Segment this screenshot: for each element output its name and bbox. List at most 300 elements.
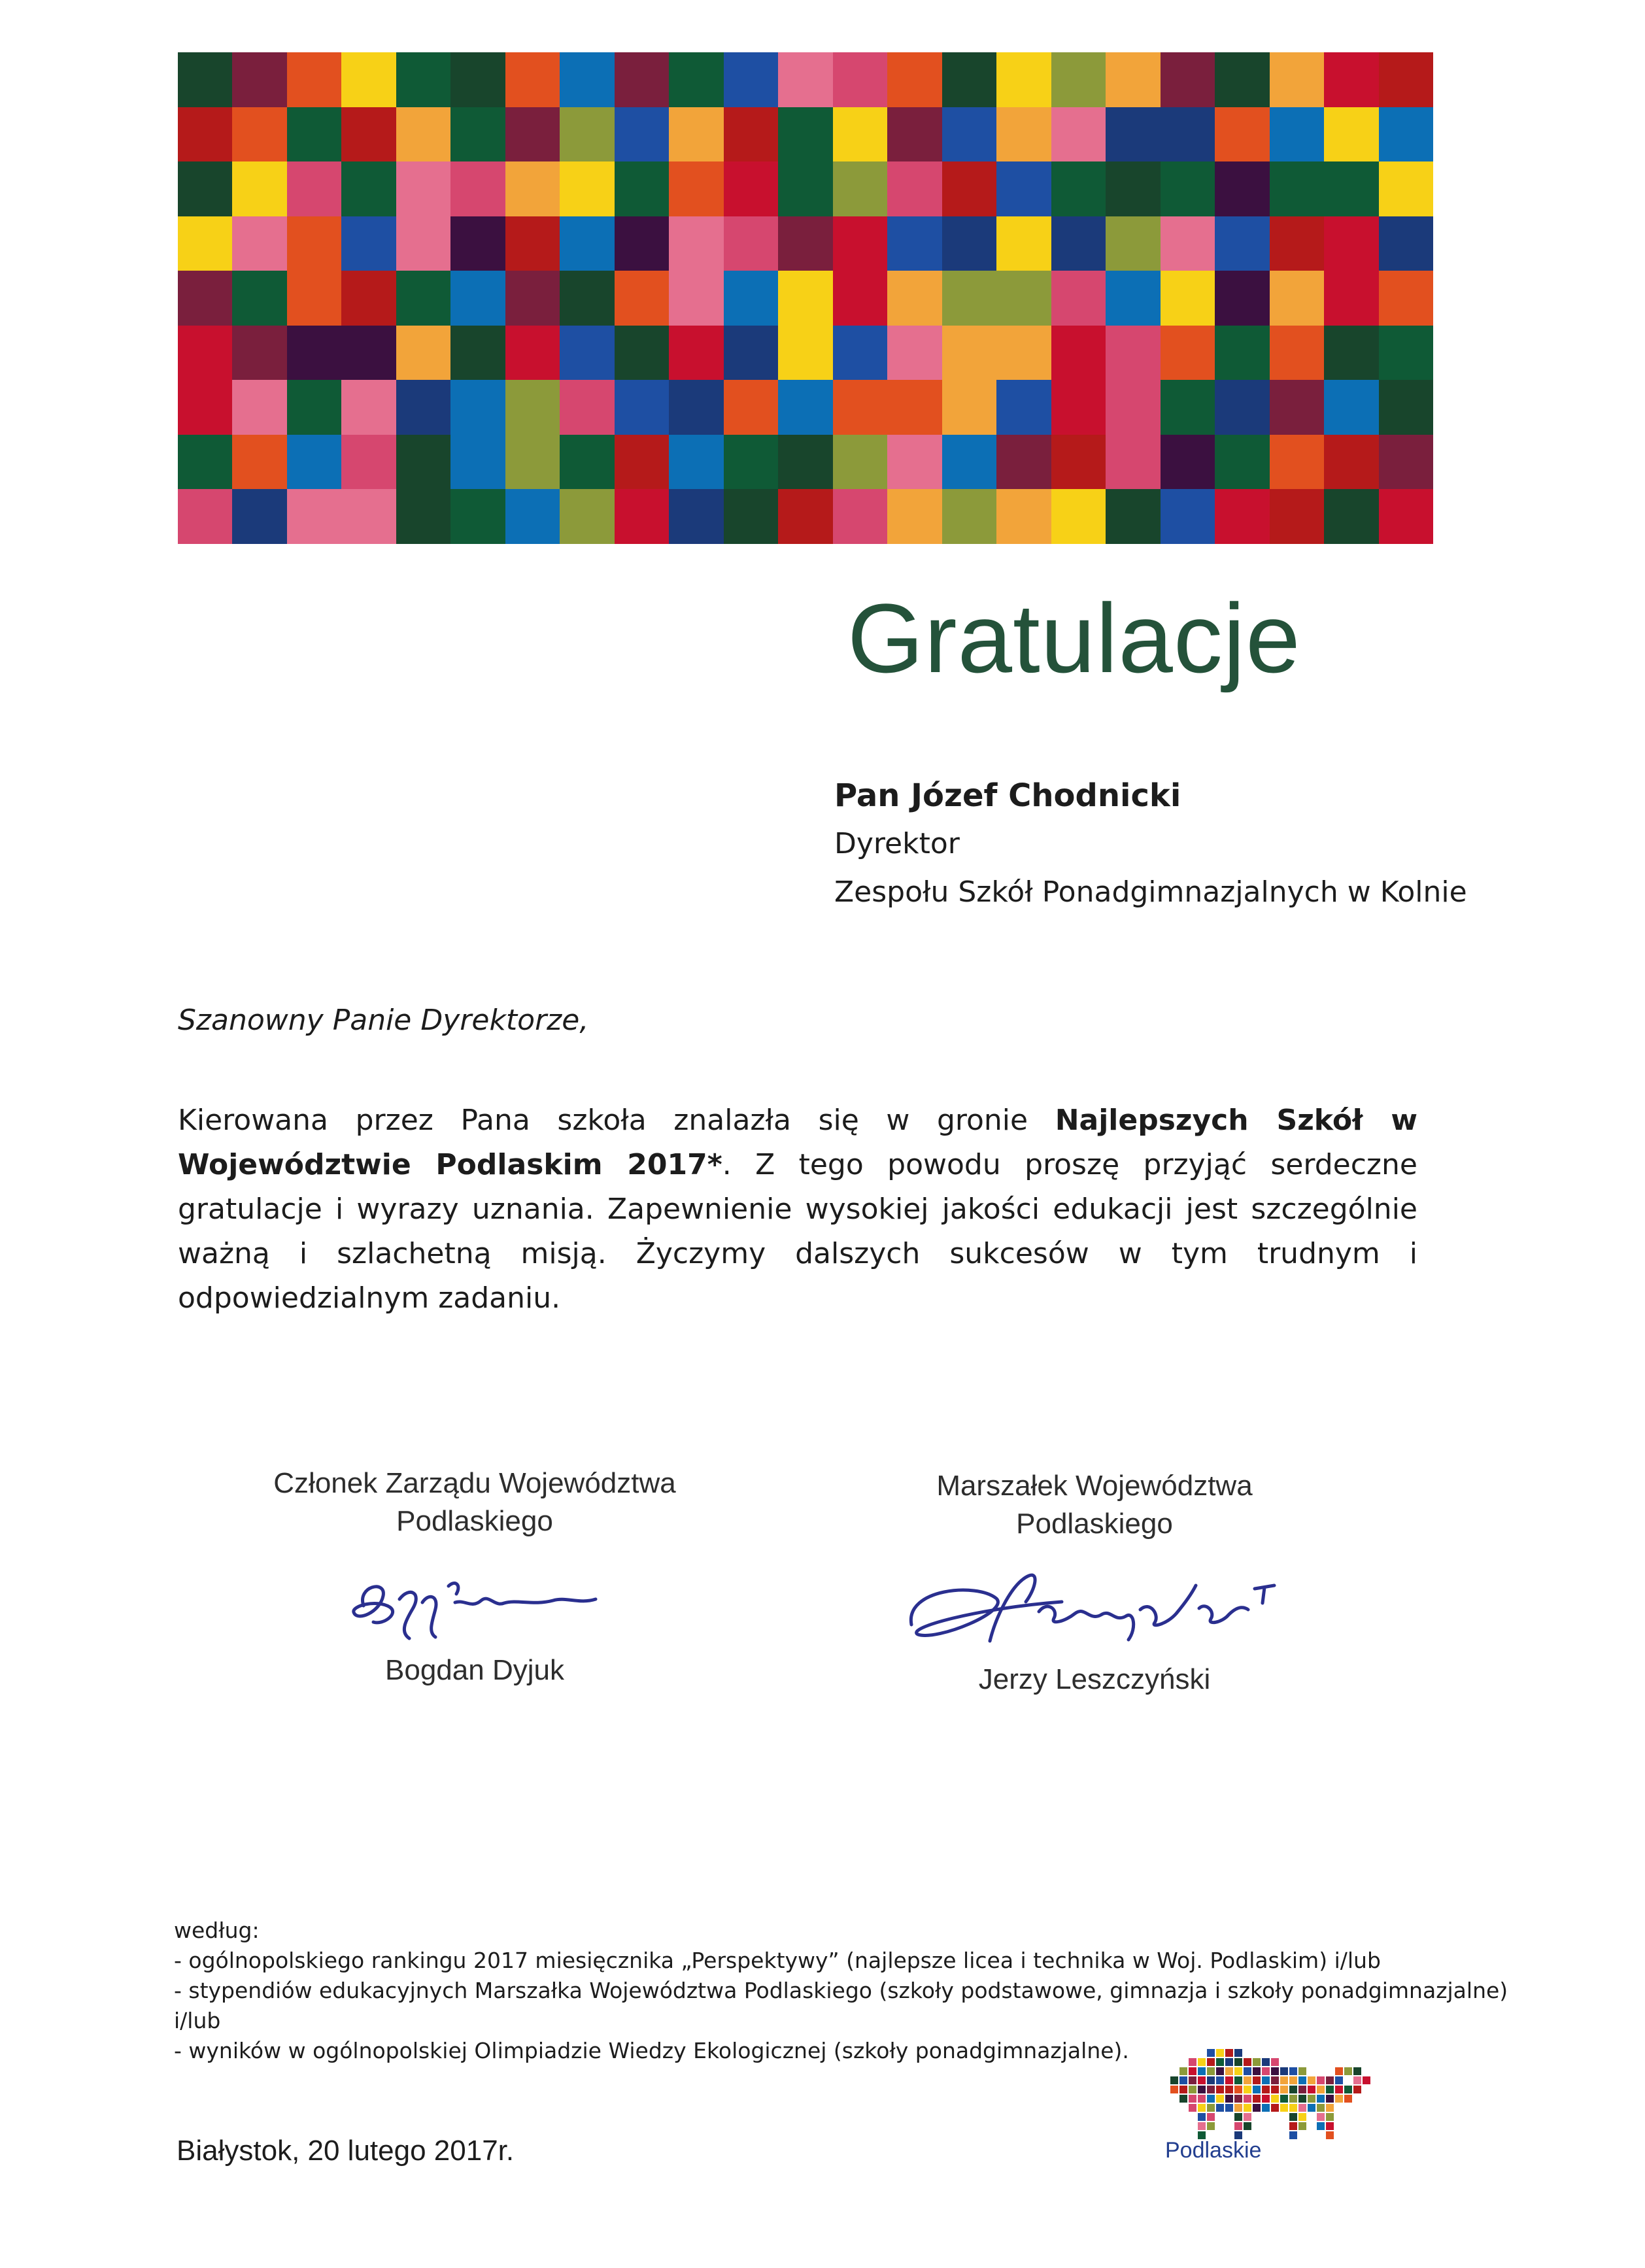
mosaic-tile (232, 380, 286, 435)
mosaic-tile (1215, 326, 1269, 381)
mosaic-tile (833, 326, 887, 381)
logo-tile (1271, 2104, 1279, 2112)
logo-tile (1244, 2113, 1251, 2121)
mosaic-tile (1324, 271, 1378, 326)
logo-tile (1262, 2095, 1270, 2103)
logo-tile (1207, 2076, 1215, 2084)
logo-tile (1298, 2104, 1306, 2112)
mosaic-tile (232, 161, 286, 216)
mosaic-tile (724, 489, 778, 544)
logo-tile (1335, 2067, 1343, 2075)
logo-tile (1234, 2086, 1242, 2093)
mosaic-tile (778, 380, 832, 435)
mosaic-tile (942, 435, 996, 490)
mosaic-tile (560, 52, 614, 107)
handwritten-signature-left (337, 1560, 612, 1645)
mosaic-tile (1324, 326, 1378, 381)
mosaic-tile (1379, 216, 1433, 271)
logo-tile (1326, 2076, 1334, 2084)
mosaic-tile (778, 489, 832, 544)
mosaic-tile (560, 489, 614, 544)
logo-tile (1317, 2076, 1325, 2084)
mosaic-tile (1215, 52, 1269, 107)
mosaic-tile (996, 435, 1051, 490)
mosaic-tile (778, 216, 832, 271)
logo-tile (1216, 2049, 1224, 2057)
mosaic-tile (1161, 489, 1215, 544)
mosaic-tile (887, 107, 941, 162)
mosaic-tile (341, 435, 396, 490)
mosaic-tile (1161, 326, 1215, 381)
logo-tile (1253, 2067, 1261, 2075)
logo-tile (1225, 2049, 1233, 2057)
logo-tile (1317, 2086, 1325, 2093)
mosaic-tile (1215, 435, 1269, 490)
mosaic-tile (1379, 107, 1433, 162)
mosaic-tile (669, 52, 723, 107)
logo-tile (1253, 2086, 1261, 2093)
mosaic-tile (615, 489, 669, 544)
logo-tile (1170, 2086, 1178, 2093)
mosaic-tile (833, 161, 887, 216)
signatory-role-line2: Podlaskiego (1016, 1508, 1173, 1540)
logo-tile (1216, 2104, 1224, 2112)
logo-tile (1170, 2076, 1178, 2084)
mosaic-tile (1324, 161, 1378, 216)
mosaic-tile (341, 271, 396, 326)
mosaic-tile (833, 380, 887, 435)
mosaic-tile (178, 52, 232, 107)
mosaic-tile (1161, 271, 1215, 326)
mosaic-tile (669, 326, 723, 381)
mosaic-tile (1051, 326, 1106, 381)
mosaic-tile (287, 271, 341, 326)
mosaic-tile (1270, 435, 1324, 490)
mosaic-tile (1106, 161, 1160, 216)
logo-tile (1289, 2067, 1297, 2075)
mosaic-tile (724, 380, 778, 435)
logo-tile (1262, 2104, 1270, 2112)
logo-tile (1225, 2076, 1233, 2084)
mosaic-tile (778, 161, 832, 216)
mosaic-tile (450, 271, 505, 326)
mosaic-tile (669, 107, 723, 162)
logo-tile (1198, 2067, 1206, 2075)
mosaic-tile (1270, 161, 1324, 216)
mosaic-tile (1215, 107, 1269, 162)
footnote-line: - stypendiów edukacyjnych Marszałka Województwa Podlaskiego (szkoły podstawowe, gimnazja i szkoły ponadgimnazjalne) (174, 1978, 1508, 2003)
mosaic-tile (887, 271, 941, 326)
mosaic-tile (341, 380, 396, 435)
logo-tile (1289, 2095, 1297, 2103)
mosaic-tile (833, 271, 887, 326)
mosaic-tile (450, 161, 505, 216)
mosaic-tile (615, 380, 669, 435)
handwritten-signature-right (898, 1563, 1291, 1654)
mosaic-tile (396, 161, 450, 216)
logo-tile (1317, 2104, 1325, 2112)
mosaic-tile (1324, 489, 1378, 544)
mosaic-tile (942, 489, 996, 544)
mosaic-tile (178, 271, 232, 326)
mosaic-tile (942, 52, 996, 107)
mosaic-tile (232, 216, 286, 271)
logo-tile (1216, 2086, 1224, 2093)
logo-tile (1207, 2104, 1215, 2112)
mosaic-tile (1106, 380, 1160, 435)
logo-tile (1207, 2058, 1215, 2066)
addressee-block (834, 771, 1467, 917)
mosaic-tile (396, 326, 450, 381)
logo-tile (1207, 2113, 1215, 2121)
mosaic-tile (505, 52, 560, 107)
logo-tile (1216, 2067, 1224, 2075)
mosaic-tile (778, 52, 832, 107)
logo-tile (1298, 2067, 1306, 2075)
logo-tile (1298, 2086, 1306, 2093)
mosaic-tile (287, 489, 341, 544)
mosaic-tile (505, 107, 560, 162)
mosaic-tile (1051, 216, 1106, 271)
logo-tile (1271, 2067, 1279, 2075)
logo-tile (1280, 2086, 1288, 2093)
mosaic-tile (1161, 107, 1215, 162)
logo-tile (1335, 2086, 1343, 2093)
logo-tile (1179, 2067, 1187, 2075)
mosaic-tile (287, 107, 341, 162)
mosaic-tile (996, 161, 1051, 216)
signatory-role-line1: Członek Zarządu Województwa (273, 1467, 676, 1499)
logo-tile (1198, 2058, 1206, 2066)
mosaic-tile (1215, 271, 1269, 326)
mosaic-tile (1324, 107, 1378, 162)
mosaic-tile (615, 52, 669, 107)
mosaic-tile (396, 216, 450, 271)
mosaic-tile (1270, 52, 1324, 107)
mosaic-tile (232, 52, 286, 107)
logo-tile (1326, 2131, 1334, 2139)
mosaic-tile (1379, 52, 1433, 107)
logo-tile (1271, 2086, 1279, 2093)
mosaic-tile (887, 380, 941, 435)
mosaic-tile (887, 326, 941, 381)
logo-tile (1198, 2113, 1206, 2121)
mosaic-tile (1161, 435, 1215, 490)
mosaic-tile (833, 489, 887, 544)
mosaic-tile (1379, 161, 1433, 216)
logo-tile (1353, 2067, 1361, 2075)
logo-tile (1344, 2095, 1352, 2103)
mosaic-tile (1324, 216, 1378, 271)
mosaic-tile (1379, 380, 1433, 435)
mosaic-tile (396, 107, 450, 162)
logo-tile (1216, 2095, 1224, 2103)
mosaic-tile (1215, 380, 1269, 435)
mosaic-tile (1051, 52, 1106, 107)
mosaic-tile (1161, 161, 1215, 216)
footnote (174, 1916, 1508, 2066)
mosaic-tile (669, 216, 723, 271)
mosaic-tile (178, 380, 232, 435)
mosaic-tile (615, 107, 669, 162)
logo-tile (1225, 2086, 1233, 2093)
logo-tile (1363, 2076, 1370, 2084)
mosaic-tile (1270, 107, 1324, 162)
mosaic-tile (341, 52, 396, 107)
logo-tile (1335, 2076, 1343, 2084)
mosaic-tile (505, 326, 560, 381)
mosaic-tile (1051, 435, 1106, 490)
mosaic-tile (341, 216, 396, 271)
logo-tile (1317, 2095, 1325, 2103)
logo-tile (1234, 2049, 1242, 2057)
mosaic-tile (1324, 435, 1378, 490)
letter-body (178, 1098, 1417, 1321)
logo-tile (1179, 2076, 1187, 2084)
mosaic-tile (396, 271, 450, 326)
mosaic-tile (178, 107, 232, 162)
mosaic-tile (1106, 271, 1160, 326)
body-text-highlight: Najlepszych Szkół w Województwie Podlaskim 2017* (178, 1104, 1418, 1181)
logo-tile (1253, 2058, 1261, 2066)
mosaic-tile (615, 435, 669, 490)
mosaic-tile (1379, 326, 1433, 381)
mosaic-tile (560, 326, 614, 381)
logo-tile (1189, 2095, 1196, 2103)
mosaic-tile (942, 216, 996, 271)
mosaic-tile (450, 435, 505, 490)
logo-tile (1234, 2113, 1242, 2121)
mosaic-tile (724, 52, 778, 107)
logo-tile (1317, 2122, 1325, 2130)
mosaic-tile (724, 216, 778, 271)
signature-block-left (180, 1464, 769, 1689)
mosaic-tile (1051, 380, 1106, 435)
logo-tile (1198, 2076, 1206, 2084)
logo-tile (1262, 2067, 1270, 2075)
mosaic-tile (1270, 380, 1324, 435)
logo-tile (1298, 2076, 1306, 2084)
footnote-line: - ogólnopolskiego rankingu 2017 miesięcznika „Perspektywy” (najlepsze licea i technika w Woj. Podlaskim) i/lub (174, 1948, 1381, 1973)
mosaic-tile (887, 52, 941, 107)
mosaic-tile (560, 216, 614, 271)
mosaic-tile (505, 380, 560, 435)
mosaic-tile (341, 489, 396, 544)
mosaic-tile (1051, 271, 1106, 326)
mosaic-tile (996, 326, 1051, 381)
mosaic-tile (1270, 326, 1324, 381)
footnote-intro: według: (174, 1918, 260, 1943)
logo-tile (1244, 2076, 1251, 2084)
mosaic-tile (396, 52, 450, 107)
signature-block-right (800, 1467, 1389, 1699)
logo-tile (1289, 2086, 1297, 2093)
mosaic-tile (1106, 326, 1160, 381)
logo-tile (1234, 2058, 1242, 2066)
mosaic-tile (942, 271, 996, 326)
logo-tile (1189, 2104, 1196, 2112)
logo-tile (1244, 2122, 1251, 2130)
logo-tile (1179, 2086, 1187, 2093)
mosaic-tile (450, 489, 505, 544)
mosaic-tile (232, 435, 286, 490)
logo-tile (1244, 2095, 1251, 2103)
mosaic-tile (1161, 216, 1215, 271)
mosaic-tile (560, 435, 614, 490)
footnote-line: - wyników w ogólnopolskiej Olimpiadzie Wiedzy Ekologicznej (szkoły ponadgimnazjalne). (174, 2038, 1129, 2063)
logo-tile (1308, 2076, 1315, 2084)
addressee-position: Dyrektor (834, 827, 960, 860)
mosaic-tile (778, 326, 832, 381)
mosaic-tile (1106, 52, 1160, 107)
header-mosaic (178, 52, 1433, 544)
logo-tile (1207, 2086, 1215, 2093)
mosaic-tile (942, 326, 996, 381)
mosaic-tile (615, 271, 669, 326)
mosaic-tile (1215, 489, 1269, 544)
logo-tile (1198, 2086, 1206, 2093)
logo-tile (1326, 2113, 1334, 2121)
logo-tile (1280, 2095, 1288, 2103)
mosaic-tile (833, 52, 887, 107)
logo-tile (1271, 2076, 1279, 2084)
mosaic-tile (1161, 380, 1215, 435)
logo-tile (1234, 2122, 1242, 2130)
mosaic-tile (1215, 161, 1269, 216)
logo-tile (1280, 2067, 1288, 2075)
logo-tile (1234, 2095, 1242, 2103)
mosaic-tile (1270, 271, 1324, 326)
mosaic-tile (669, 161, 723, 216)
body-text-part1: Kierowana przez Pana szkoła znalazła się w gronie (178, 1104, 1055, 1137)
logo-tile (1308, 2086, 1315, 2093)
logo-tile (1253, 2095, 1261, 2103)
mosaic-tile (396, 380, 450, 435)
mosaic-tile (232, 326, 286, 381)
mosaic-tile (1106, 107, 1160, 162)
mosaic-tile (1106, 489, 1160, 544)
mosaic-tile (1324, 380, 1378, 435)
logo-tile (1280, 2104, 1288, 2112)
mosaic-tile (178, 216, 232, 271)
logo-tile (1225, 2067, 1233, 2075)
mosaic-tile (887, 435, 941, 490)
mosaic-tile (1270, 216, 1324, 271)
mosaic-tile (505, 489, 560, 544)
mosaic-tile (724, 326, 778, 381)
mosaic-tile (996, 216, 1051, 271)
logo-tile (1207, 2122, 1215, 2130)
mosaic-tile (178, 161, 232, 216)
logo-tile (1216, 2076, 1224, 2084)
mosaic-tile (341, 107, 396, 162)
mosaic-tile (450, 107, 505, 162)
logo-tile (1244, 2104, 1251, 2112)
logo-tile (1234, 2076, 1242, 2084)
mosaic-tile (724, 435, 778, 490)
logo-tile (1225, 2058, 1233, 2066)
mosaic-tile (833, 435, 887, 490)
mosaic-tile (833, 216, 887, 271)
signatory-role-line2: Podlaskiego (396, 1505, 553, 1537)
mosaic-tile (1051, 107, 1106, 162)
logo-tile (1298, 2113, 1306, 2121)
mosaic-tile (615, 161, 669, 216)
logo-tile (1189, 2076, 1196, 2084)
mosaic-tile (450, 216, 505, 271)
mosaic-tile (450, 380, 505, 435)
logo-tile (1234, 2104, 1242, 2112)
mosaic-tile (1379, 271, 1433, 326)
mosaic-tile (178, 326, 232, 381)
logo-tile (1225, 2104, 1233, 2112)
logo-tile (1289, 2122, 1297, 2130)
mosaic-tile (996, 380, 1051, 435)
mosaic-tile (669, 489, 723, 544)
mosaic-tile (724, 271, 778, 326)
mosaic-tile (996, 52, 1051, 107)
logo-tile (1344, 2086, 1352, 2093)
mosaic-tile (396, 489, 450, 544)
logo-tile (1262, 2076, 1270, 2084)
mosaic-tile (996, 489, 1051, 544)
footnote-line: i/lub (174, 2008, 221, 2033)
mosaic-tile (615, 326, 669, 381)
logo-tile (1289, 2131, 1297, 2139)
logo-tile (1353, 2086, 1361, 2093)
mosaic-tile (450, 326, 505, 381)
mosaic-tile (287, 435, 341, 490)
mosaic-tile (1215, 216, 1269, 271)
logo-tile (1198, 2104, 1206, 2112)
logo-tile (1335, 2095, 1343, 2103)
mosaic-tile (724, 161, 778, 216)
mosaic-tile (887, 489, 941, 544)
logo-tile (1207, 2095, 1215, 2103)
addressee-name: Pan Józef Chodnicki (834, 777, 1181, 814)
mosaic-tile (232, 271, 286, 326)
logo-tile (1317, 2113, 1325, 2121)
mosaic-tile (778, 435, 832, 490)
mosaic-tile (887, 161, 941, 216)
mosaic-tile (396, 435, 450, 490)
mosaic-tile (778, 107, 832, 162)
addressee-institution: Zespołu Szkół Ponadgimnazjalnych w Kolnie (834, 875, 1467, 909)
logo-text: Podlaskie (1165, 2138, 1262, 2163)
mosaic-tile (1379, 489, 1433, 544)
logo-tile (1289, 2076, 1297, 2084)
mosaic-tile (505, 216, 560, 271)
mosaic-tile (1270, 489, 1324, 544)
mosaic-tile (669, 435, 723, 490)
mosaic-tile (287, 52, 341, 107)
logo-tile (1189, 2086, 1196, 2093)
mosaic-tile (778, 271, 832, 326)
logo-tile (1189, 2058, 1196, 2066)
signatory-name-left: Bogdan Dyjuk (385, 1654, 564, 1686)
logo-tile (1298, 2095, 1306, 2103)
mosaic-tile (560, 161, 614, 216)
signatory-name-right: Jerzy Leszczyński (978, 1663, 1211, 1695)
logo-tile (1289, 2113, 1297, 2121)
mosaic-tile (1051, 161, 1106, 216)
mosaic-tile (505, 271, 560, 326)
logo-tile (1326, 2086, 1334, 2093)
logo-tile (1198, 2095, 1206, 2103)
logo-tile (1225, 2095, 1233, 2103)
logo-tile (1280, 2076, 1288, 2084)
mosaic-tile (1106, 435, 1160, 490)
